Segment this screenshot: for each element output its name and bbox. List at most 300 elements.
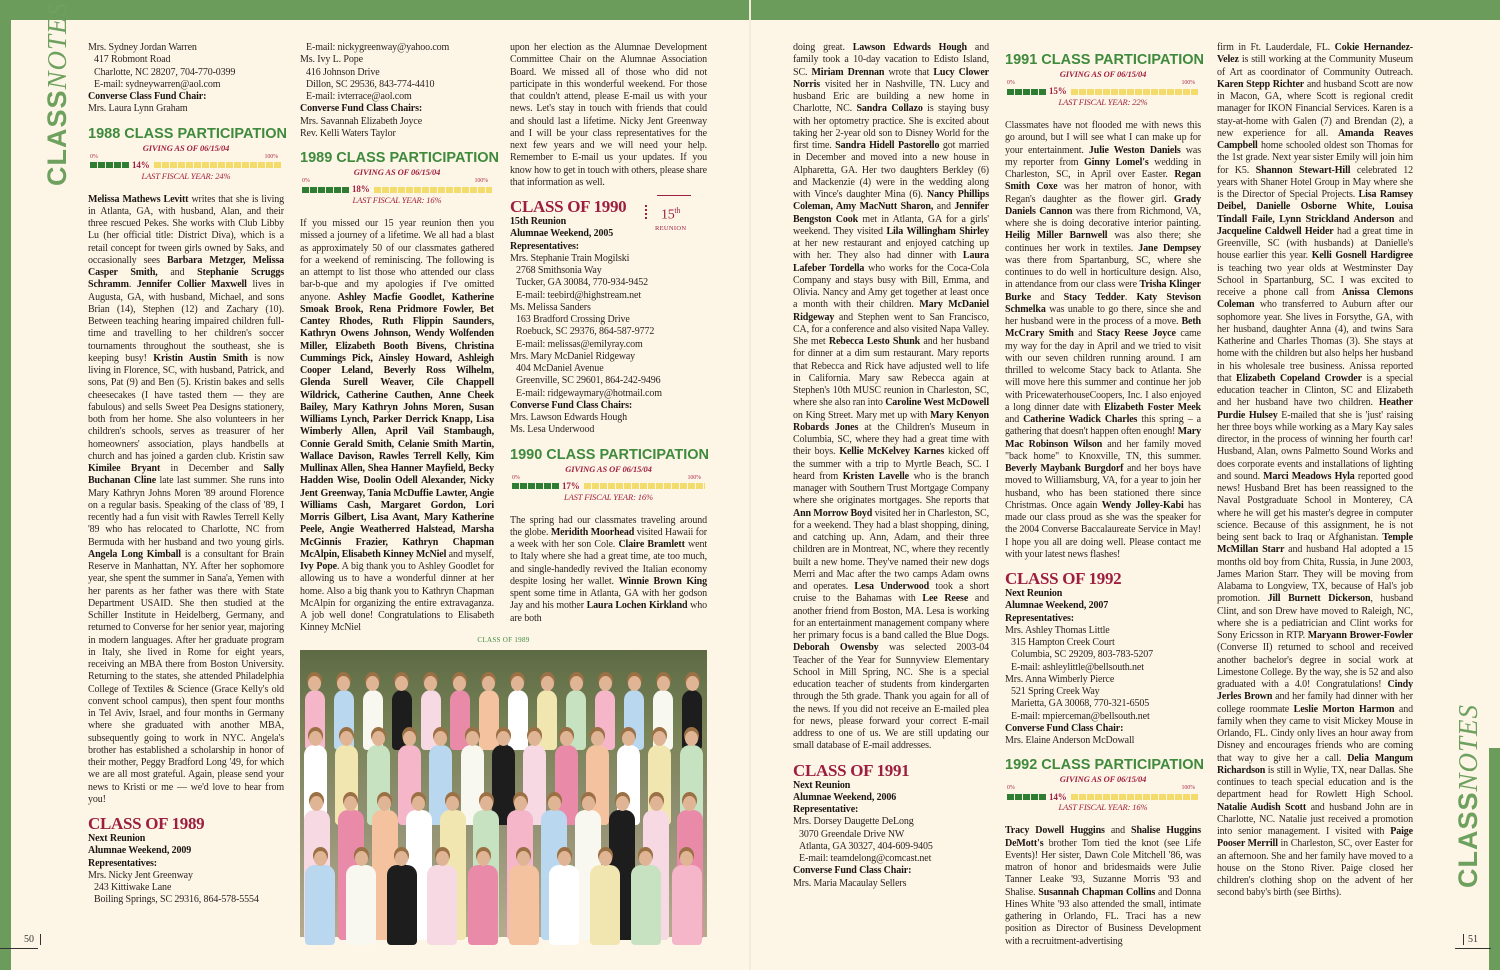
alumna-name: Lucy Clower Norris bbox=[793, 66, 990, 90]
news-text: is teaching two year olds at Westminster Day School in Spartanburg, SC. I was excited to receive a phone call from bbox=[1217, 262, 1413, 298]
contact-heading: Representatives: bbox=[88, 857, 157, 869]
alumna-name: Kristin Austin Smith bbox=[153, 352, 248, 364]
progress-segment-filled bbox=[544, 483, 551, 489]
alumna-name: Mary McDaniel Ridgeway bbox=[793, 299, 989, 323]
participation-progress-bar bbox=[510, 482, 707, 491]
news-text: If you missed our 15 year reunion then you missed a journey of a lifetime. We all had a blast as approximately 50 of our classmates gathered for a weekend of reminiscing. The following is an attempt to list those who attended our class bar-b-que and my apologies if I've omitted anyone. bbox=[300, 218, 494, 303]
contact-heading: Next Reunion bbox=[88, 833, 146, 844]
news-text: and bbox=[1394, 213, 1413, 225]
progress-segment-filled bbox=[1039, 89, 1046, 95]
giving-date: GIVING AS OF 06/15/04 bbox=[353, 167, 441, 177]
photo-person bbox=[387, 865, 417, 945]
contact-line: Mrs. Lawson Edwards Hough bbox=[510, 412, 627, 423]
alumna-name: Susannah Chapman Collins bbox=[1038, 886, 1156, 898]
last-fiscal-year: LAST FISCAL YEAR: 16% bbox=[1058, 802, 1148, 813]
alumna-name: Cindy Jerles Brown bbox=[1217, 679, 1413, 703]
class-heading bbox=[510, 197, 707, 232]
participation-title: 1990 CLASS PARTICIPATION bbox=[510, 446, 710, 463]
side-label-notes: NOTES bbox=[1453, 703, 1483, 792]
progress-segment-filled bbox=[342, 187, 349, 193]
contact-detail: Dillon, SC 29536, 843-774-4410 bbox=[306, 78, 435, 90]
alumna-name: Ashley Macfie Goodlet, Katherine Smoak Brook, Rena Pridmore Fowler, Bet Cantey Rhodes, Ruth Flippin Saunders, Kathryn Owens Johnson, Wendy Wolfenden Miller, Elizabeth Booth Bivens, Christina Cummings Pick, Ainsley Howard, Ashleigh Cooper Leland, Beverly Ross Wilhelm, Glenda Surell Weaver, Cile Chappell Wildrick, Catherine Cauthen, Anne Cheek Bailey, Mary Kathryn Johns Moren, Susan Williams Lynch, Parker Derrick Knapp, Lisa Wimberly Allen, April Vail Stambaugh, Connie Gerald Smith, Celanie Smith Martin, Wallace Davison, Rawles Terrell Kelly, Kim Mullinax Allen, Shea Hanner Mayfield, Becky Hadden Wise, Doolin Odell Alexander, Nicky Jent Greenway, Tania McDuffie Lawter, Angie Williams Cash, Margaret Gordon, Lori Morris Gilbert, Lisa Avant, Mary Katherine Peele, Angie Weatherred Halstead, Marsha McGinnis Frazier, Kathryn Chapman McAlpin, Elisabeth Kinney McNiel bbox=[300, 291, 494, 560]
scale-max: 100% bbox=[1181, 80, 1195, 86]
badge-rule bbox=[657, 195, 691, 196]
column-1 bbox=[88, 42, 288, 940]
news-text: got married in December and moved into a new house in Alpharetta, GA. Her two daughters Berkley (6) and Mackenzie (4) were in the wedding along with Vince's daughter Mina (6). bbox=[793, 140, 989, 200]
contact-line: Mrs. Stephanie Train Mogilski bbox=[510, 252, 630, 264]
news-text: who is the branch manager with Southern Trust Mortgage Company where she originates mortgages. She reports that bbox=[793, 470, 989, 507]
news-text: was her matron of honor, with Regan's daughter as the flower girl. bbox=[1005, 181, 1201, 205]
photo-person bbox=[468, 865, 498, 945]
contact-line: Mrs. Savannah Elizabeth Joyce bbox=[300, 115, 423, 127]
side-label-notes: NOTES bbox=[42, 1, 72, 90]
news-text: is a consultant for Brain Reserve in Manhattan, NY. After her sophomore year, she spent the summer in Sana'a, Yemen with her parents as her father was there with State Department USAID. She then studied at the Schiller Institute in Heidelberg, Germany, and returned to Converse for her senior year, majoring in modern languages. After her graduate program in Italy, she lived in Rome for eight years, receiving an MBA there from Boston University. Returning to the states, she attended Philadelphia College of Textiles & Science (Grace Kelly's old convent school campus), then spent four months in Tel Aviv, Israel, and four months in Germany where she graduated with another MBA, subsequently going to work in NYC. Angela's brother has established a scholarship in honor of their mother, Peggy Bradford Long '49, for which we are all most grateful. Again, please send your news to Kristi or me — we'd love to hear from you! bbox=[88, 548, 284, 805]
progress-segment-filled bbox=[302, 187, 309, 193]
participation-progress-bar bbox=[1005, 792, 1201, 801]
scale-max: 100% bbox=[264, 153, 278, 160]
alumna-name: Sandra Hidell Pastorello bbox=[835, 140, 940, 151]
contact-line: Ms. Ivy L. Pope bbox=[300, 54, 363, 66]
contact-detail: E-mail: ashleylittle@bellsouth.net bbox=[1011, 661, 1144, 673]
alumna-name: Deborah Owensby bbox=[793, 642, 879, 654]
news-text: wrote that bbox=[884, 66, 934, 78]
progress-remaining bbox=[1071, 89, 1199, 95]
photo-person bbox=[508, 690, 528, 750]
progress-segment-filled bbox=[528, 483, 535, 489]
contact-block bbox=[88, 833, 284, 907]
class-participation-widget bbox=[1005, 52, 1205, 108]
giving-date: GIVING AS OF 06/15/04 bbox=[1059, 69, 1147, 79]
contact-heading: Alumnae Weekend, 2009 bbox=[88, 845, 192, 857]
contact-detail: 3070 Greendale Drive NW bbox=[799, 828, 905, 840]
alumna-name: Jane Dempsey bbox=[1138, 242, 1201, 254]
badge-label: REUNION bbox=[655, 225, 687, 232]
alumna-name: Amanda Reaves Campbell bbox=[1217, 127, 1413, 151]
column-5 bbox=[1005, 42, 1205, 947]
progress-segment-filled bbox=[326, 187, 333, 193]
contact-line: Mrs. Elaine Anderson McDowall bbox=[1005, 735, 1135, 746]
progress-segment-filled bbox=[512, 483, 519, 489]
alumna-name: Miriam Drennan bbox=[811, 66, 885, 78]
news-text: and bbox=[933, 201, 955, 213]
column-3 bbox=[510, 42, 710, 628]
news-text: . bbox=[128, 279, 137, 291]
class-title: CLASS OF 1992 bbox=[1005, 569, 1122, 588]
contact-heading: Representatives: bbox=[510, 240, 579, 252]
contact-line: Mrs. Dorsey Daugette DeLong bbox=[793, 816, 914, 828]
alumna-name: Temple McMillan Starr bbox=[1217, 532, 1413, 556]
contact-detail: Boiling Springs, SC 29316, 864-578-5554 bbox=[94, 894, 259, 906]
news-text: firm in Ft. Lauderdale, FL. bbox=[1217, 42, 1335, 53]
contact-detail: 417 Robmont Road bbox=[94, 54, 171, 66]
news-text: is still working at the Community Museum of Art as coordinator of Community Outreach. bbox=[1217, 54, 1413, 78]
photo-row bbox=[300, 865, 707, 945]
alumna-name: Sally Buchanan Cline bbox=[88, 463, 284, 487]
news-text: was my reporter from bbox=[1005, 144, 1201, 168]
alumna-name: Laura Lafeber Tordella bbox=[793, 250, 989, 274]
contact-detail: Tucker, GA 30084, 770-934-9452 bbox=[516, 277, 649, 289]
progress-remaining bbox=[154, 162, 282, 168]
photo-person bbox=[672, 865, 702, 945]
alumna-name: Natalie Audish Scott bbox=[1217, 801, 1307, 813]
photo-person bbox=[631, 865, 661, 945]
news-text: reported good news! Husband Bret has been reassigned to the Naval Postgraduate School in Monterey, CA where he will get his master's degree in computer science. Because of this assignment, he is not being sent back to Iraq or Afghanistan. bbox=[1217, 470, 1413, 543]
class-news-paragraph bbox=[510, 515, 707, 625]
class-news-paragraph bbox=[1217, 42, 1413, 900]
contact-line: Rev. Kelli Waters Taylor bbox=[300, 127, 396, 139]
contact-detail: 521 Spring Creek Way bbox=[1011, 686, 1100, 697]
news-text: and bbox=[1104, 825, 1132, 837]
left-margin-band bbox=[0, 0, 11, 970]
class-heading bbox=[1005, 569, 1201, 588]
news-text: and Donna Hines White '93 also attended the small, intimate gathering in Orlando, FL. Traci has a new position as Director of Business Development with a recruitment-advertising bbox=[1005, 886, 1201, 947]
contact-heading: Representative: bbox=[793, 804, 859, 815]
alumna-name: Laura Lochen Kirkland bbox=[586, 600, 688, 612]
news-text: is now living in Florence, SC, with husband, Patrick, and sons, Pat (9) and Ben (5). Kristin bakes and sells cheesecakes (I have tasted them — they are fabulous) and sells Sweet Pea Designs stationery, both from her home. She also volunteers in her children's schools, serves as treasurer of her homeowners' association, plays handbells at church and has joined a garden club. Kristin saw bbox=[88, 352, 284, 462]
news-text: and bbox=[1005, 414, 1024, 425]
progress-segment-filled bbox=[1015, 89, 1022, 95]
class-heading bbox=[88, 814, 284, 833]
news-text: visited Hawaii for a week with her son Cole. bbox=[510, 526, 707, 550]
class-participation-widget bbox=[300, 150, 500, 206]
side-label-class: CLASS bbox=[42, 89, 72, 186]
contact-heading: Converse Fund Class Chairs: bbox=[510, 399, 633, 411]
news-text: at her new restaurant and enjoyed catching up with her. They also had dinner with bbox=[793, 238, 989, 262]
contact-heading: Next Reunion bbox=[793, 779, 851, 791]
news-text: who works for the Coca-Cola Company and stays busy with Bill, Emma, and Olivia. Nancy and Amy get together at least once a month with their children. bbox=[793, 262, 989, 311]
news-text: wedding in Charleston, SC, in April over Easter. bbox=[1005, 156, 1201, 180]
contact-detail: E-mail: sydneywarren@aol.com bbox=[94, 78, 221, 90]
alumna-name: Ann Morrow Boyd bbox=[793, 507, 873, 519]
contact-line: Ms. Lesa Underwood bbox=[510, 424, 595, 436]
alumna-name: Shannon Stewart-Hill bbox=[1255, 164, 1351, 176]
alumna-name: Jacqueline Caldwell Heider bbox=[1217, 225, 1334, 237]
contact-line: Mrs. Nicky Jent Greenway bbox=[88, 869, 193, 881]
contact-block bbox=[793, 780, 989, 890]
progress-remaining bbox=[584, 483, 705, 489]
contact-heading: Alumnae Weekend, 2006 bbox=[793, 791, 897, 803]
photo-person bbox=[479, 690, 499, 750]
news-text: had a great time in Greenville, SC (with husbands) at Danielle's house earlier this year. bbox=[1217, 225, 1414, 262]
alumna-name: Meridith Moorhead bbox=[550, 526, 635, 538]
last-fiscal-year: LAST FISCAL YEAR: 16% bbox=[563, 491, 654, 502]
alumna-name: Nancy Phillips Coleman, Amy MacNutt Sharon, bbox=[793, 189, 989, 213]
news-text: doing great. bbox=[793, 42, 853, 53]
photo-person bbox=[346, 865, 376, 945]
news-text: and her husband for dinner at a dim sum restaurant. Mary reports that Rebecca and Rick have adjusted well to life in California. Mary saw Rebecca again at Stephen's 10th MUSC reunion in Charleston, SC, where she also ran into bbox=[793, 336, 989, 409]
contact-block bbox=[88, 42, 284, 116]
top-band-right bbox=[751, 0, 1500, 20]
contact-detail: E-mail: teebird@highstream.net bbox=[516, 289, 642, 301]
contact-line: Mrs. Maria Macaulay Sellers bbox=[793, 877, 907, 889]
news-text: and husband Scott are now in Macon, GA, where Scott is regional credit manager for IKON Financial Services. Karen is a stay-at-home with Galen (7) and Brendan (2), a new experience for all. bbox=[1217, 78, 1414, 139]
photo-person bbox=[305, 865, 335, 945]
participation-scale bbox=[300, 178, 494, 185]
alumna-name: Ginny Lomel's bbox=[1083, 156, 1149, 168]
progress-segment-filled bbox=[98, 162, 105, 168]
contact-detail: E-mail: ivterrace@aol.com bbox=[306, 91, 412, 102]
progress-segment-filled bbox=[1007, 794, 1014, 800]
contact-heading: Alumnae Weekend, 2005 bbox=[510, 228, 614, 240]
alumna-name: Lila Willingham Shirley bbox=[886, 225, 989, 237]
class-title: CLASS OF 1990 bbox=[510, 197, 627, 216]
participation-title: 1991 CLASS PARTICIPATION bbox=[1005, 52, 1205, 68]
classnotes-side-label-left bbox=[42, 2, 73, 186]
news-text: Classmates have not flooded me with news this go around, but I will see what I can make up for your entertainment. bbox=[1005, 120, 1201, 156]
progress-segment-filled bbox=[334, 187, 341, 193]
contact-block bbox=[1005, 588, 1201, 747]
participation-progress-bar bbox=[300, 185, 494, 194]
news-text: home schooled oldest son Thomas for the 1st grade. Next year sister Emily will join him for K5. bbox=[1217, 140, 1413, 176]
class-news-paragraph bbox=[793, 42, 989, 753]
news-text: at the Children's Museum in Columbia, SC, where they had a great time with their boys. bbox=[793, 421, 989, 458]
progress-segment-filled bbox=[310, 187, 317, 193]
alumna-name: Jennifer Collier Maxwell bbox=[136, 279, 247, 291]
participation-title: 1989 CLASS PARTICIPATION bbox=[300, 150, 500, 166]
news-text: met in Atlanta, GA for a girls' weekend. They visited bbox=[793, 213, 989, 237]
contact-detail: 404 McDaniel Avenue bbox=[516, 363, 604, 374]
participation-percent: 14% bbox=[132, 159, 150, 170]
class-participation-widget bbox=[88, 125, 288, 182]
right-margin-band bbox=[1489, 748, 1500, 970]
class-news-paragraph bbox=[1005, 120, 1201, 561]
progress-segment-filled bbox=[1031, 89, 1038, 95]
class-participation-widget bbox=[1005, 757, 1205, 813]
news-text: and her family had dinner with her college roommate bbox=[1217, 691, 1413, 715]
news-text: was selected 2003-04 Teacher of the Year for Sunnyview Elementary School in Mill Spring, NC. She is a special education teacher of students from kindergarten through the 5th grade. Thank you again for all of the news. If you did not receive an E-mailed plea for news, please forward your correct E-mail address to one of us. We are still updating our small database of E-mail addresses. bbox=[793, 642, 989, 752]
alumna-name: Jill Burnett Dickerson bbox=[1267, 593, 1371, 605]
news-text: . A big thank you to Ashley Goodlet for allowing us to have a wonderful dinner at her home. Also a big thank you to Kathryn Chapman McAlpin for organizing the entire extravaganza. A job well done! Congratulations to Elisabeth Kinney McNiel bbox=[300, 561, 494, 634]
contact-heading: Converse Fund Class Chairs: bbox=[300, 103, 423, 115]
news-text: and family took a 10-day vacation to Edisto Island, SC. bbox=[793, 42, 989, 78]
scale-min: 0% bbox=[512, 474, 520, 481]
alumna-name: Wendy Jolley-Kabi bbox=[1101, 499, 1184, 511]
alumna-name: Kimilee Bryant bbox=[88, 463, 161, 474]
alumna-name: Melissa Mathews Levitt bbox=[88, 193, 189, 205]
news-text: went to Italy where she had a great time, ate too much, and single-handedly revived the Italian economy despite losing her wallet. bbox=[510, 539, 707, 587]
side-label-class: CLASS bbox=[1453, 791, 1483, 888]
contact-line: Mrs. Sydney Jordan Warren bbox=[88, 42, 197, 53]
contact-heading: Alumnae Weekend, 2007 bbox=[1005, 600, 1109, 612]
alumna-name: Shalise Huggins DeMott's bbox=[1005, 825, 1202, 849]
top-band-left bbox=[0, 0, 749, 20]
alumna-name: Grady Daniels Cannon bbox=[1005, 193, 1201, 217]
alumna-name: Elizabeth Copeland Crowder bbox=[1236, 372, 1362, 384]
news-text: and bbox=[1031, 291, 1064, 303]
alumna-name: Delia Mangum Richardson bbox=[1217, 752, 1413, 776]
news-text: has made our class proud as she was the speaker for the 2004 Converse Baccalaureate Service in May! I hope you all are doing well. Please contact me with your latest news flashes! bbox=[1005, 499, 1202, 560]
news-text: came my way for the day in April and we tried to visit with our seven children running around. I am thrilled to welcome Stacy back to Atlanta. She will move here this summer and continue her job with PricewaterhouseCoopers, Inc. I also enjoyed a long dinner date with bbox=[1005, 328, 1201, 413]
news-text: and myself, bbox=[446, 548, 494, 560]
alumna-name: Caroline West McDowell bbox=[885, 397, 989, 409]
alumna-name: Stacy Reese Joyce bbox=[1096, 328, 1176, 340]
contact-detail: Roebuck, SC 29376, 864-587-9772 bbox=[516, 326, 655, 338]
contact-heading: Converse Class Fund Chair: bbox=[88, 91, 207, 102]
contact-detail: Columbia, SC 29209, 803-783-5207 bbox=[1011, 649, 1153, 661]
contact-detail: 163 Bradford Crossing Drive bbox=[516, 314, 630, 325]
progress-segment-filled bbox=[106, 162, 113, 168]
news-text: visited her in Nashville, TN. Lucy and husband Eric are building a new home in Charlotte, NC. bbox=[793, 78, 989, 115]
news-text: brother Tom tied the knot (see Life Events)! Her sister, Dawn Cole Mitchell '86, was matron of honor and bridesmaids were Julie Tanner Leake '93, Suzanne Morris '93 and Shalise. bbox=[1005, 837, 1201, 898]
alumna-name: Beth McCrary Smith bbox=[1005, 316, 1201, 340]
news-text: kicked off the summer with a trip to Myrtle Beach, SC. I heard from bbox=[793, 446, 989, 482]
progress-remaining bbox=[1071, 794, 1199, 800]
column-6 bbox=[1217, 42, 1413, 940]
news-text: and Stephen went to San Francisco, CA, for a conference and also visited Napa Valley. She met bbox=[793, 311, 989, 347]
news-text: was there from Spartanburg, SC, where she continues to do well in horticulture design. Also, in attendance from our class were bbox=[1005, 254, 1201, 291]
badge-num: 15 bbox=[661, 207, 675, 223]
class-news-paragraph bbox=[1005, 825, 1201, 948]
news-text: . bbox=[1124, 291, 1137, 303]
contact-line: Ms. Melissa Sanders bbox=[510, 301, 591, 313]
news-text: this spring – a gathering that doesn't happen often enough! bbox=[1005, 414, 1202, 438]
alumna-name: Cokie Hernandez-Velez bbox=[1217, 42, 1413, 66]
alumna-name: Lawson Edwards Hough bbox=[852, 42, 967, 53]
photo-person bbox=[509, 865, 539, 945]
last-fiscal-year: LAST FISCAL YEAR: 22% bbox=[1058, 97, 1148, 107]
participation-percent: 17% bbox=[562, 480, 580, 491]
alumna-name: Angela Long Kimball bbox=[88, 548, 181, 560]
contact-line: Mrs. Ashley Thomas Little bbox=[1005, 624, 1110, 636]
news-text: lives in Augusta, GA, with husband, Michael, and sons Brian (14), Stephen (12) and Zachary (10). Between teaching hearing impaired children full-time and travelling to her children's soccer tournaments throughout the southeast, she is keeping busy! bbox=[88, 279, 284, 364]
scale-min: 0% bbox=[1007, 785, 1015, 792]
participation-scale bbox=[1005, 785, 1201, 792]
news-text: and bbox=[1073, 328, 1097, 340]
alumna-name: Regan Smith Coxe bbox=[1005, 169, 1201, 193]
alumna-name: Catherine Wadick Charles bbox=[1023, 414, 1138, 425]
contact-detail: Greenville, SC 29601, 864-242-9496 bbox=[516, 375, 661, 387]
page-rule-right bbox=[1455, 948, 1491, 949]
alumna-name: Jennifer Bengston Cook bbox=[793, 201, 989, 225]
progress-segment-filled bbox=[114, 162, 121, 168]
alumna-name: Kristen Lavelle bbox=[842, 470, 909, 482]
contact-detail: 243 Kittiwake Lane bbox=[94, 882, 172, 893]
column-4 bbox=[793, 42, 989, 940]
contact-detail: E-mail: mpierceman@bellsouth.net bbox=[1011, 710, 1150, 722]
alumna-name: Kelli Gosnell Hardigree bbox=[1311, 250, 1414, 262]
classnotes-side-label-right bbox=[1453, 704, 1484, 888]
news-text: writes that she is living in Atlanta, GA, with husband, Alan, and their three rescued Pekes. She works with Club Libby Lu (her official title: District Diva), which is a retail concept for tween girls owned by Saks, and occasionally sees bbox=[88, 193, 284, 266]
alumna-name: Ivy Pope bbox=[300, 561, 337, 572]
alumna-name: Stacy Tedder bbox=[1063, 291, 1125, 303]
badge-sup: th bbox=[674, 206, 681, 215]
progress-segment-filled bbox=[1007, 89, 1014, 95]
giving-date: GIVING AS OF 06/15/04 bbox=[142, 142, 230, 153]
news-text: who transferred to Auburn after our sophomore year. She lives in Forsythe, GA, with her husband, daughter Anna (4), and twins Sara Katherine and Charles Thomas (3). She stays at home with the children but also helps her husband in his wholesale tree business. Anissa reported that bbox=[1217, 299, 1413, 384]
news-text: visited her in Charleston, SC, for a weekend. They had a blast shopping, dining, and catching up. Ann, Adam, and their three children are in Montreat, NC, where they recently built a new home. They've named their new dogs Merri and Mac after the two camps Adam owns and operates. bbox=[793, 507, 989, 592]
progress-segment-filled bbox=[536, 483, 543, 489]
news-text: is staying busy with her optometry practice. She is excited about taking her 2-year old son to Disney World for the first time. bbox=[793, 103, 989, 151]
news-text: and another friend from Boston, MA. Lesa is working for an entertainment management company where her primary focus is a band called the Blue Dogs. bbox=[793, 593, 989, 641]
contact-heading: Next Reunion bbox=[1005, 588, 1063, 599]
contact-block bbox=[300, 42, 494, 140]
giving-date: GIVING AS OF 06/15/04 bbox=[565, 463, 652, 474]
class-title: CLASS OF 1991 bbox=[793, 760, 910, 780]
alumna-name: Trisha Klinger Burke bbox=[1005, 279, 1201, 303]
contact-detail: E-mail: melissas@emilyray.com bbox=[516, 338, 643, 350]
news-text: who are both bbox=[510, 600, 708, 624]
page-rule-left bbox=[0, 948, 38, 949]
progress-remaining bbox=[374, 187, 492, 193]
participation-scale bbox=[510, 475, 707, 482]
contact-block bbox=[510, 216, 707, 437]
news-text: (Converse II) returned to school and received another bachelor's degree in social work at Limestone College. By the way, she is 52 and also graduated with a 4.0! Congratulations! bbox=[1217, 642, 1413, 690]
last-fiscal-year: LAST FISCAL YEAR: 24% bbox=[141, 170, 231, 181]
class-heading bbox=[793, 761, 989, 780]
alumna-name: Winnie Brown King bbox=[618, 575, 707, 587]
class-of-1989-group-photo bbox=[300, 650, 707, 937]
news-text: celebrated 12 years with Shaner Hotel Group in May where she is the Director of Special Projects. bbox=[1217, 164, 1414, 200]
news-text: and her family moved "back home" to Knoxville, TN, this summer. bbox=[1005, 438, 1201, 462]
photo-person bbox=[427, 865, 457, 945]
class-news-paragraph bbox=[300, 218, 494, 635]
scale-min: 0% bbox=[1007, 80, 1015, 86]
alumna-name: Marci Meadows Hyla bbox=[1263, 470, 1355, 482]
alumna-name: Karen Stepp Richter bbox=[1217, 78, 1305, 90]
alumna-name: Lisa Ramsey Deibel, Danielle Osborne White, Louisa Tindall Faile, Lynn Strickland Anderson bbox=[1217, 189, 1413, 225]
contact-detail: Marietta, GA 30068, 770-321-6505 bbox=[1011, 698, 1150, 710]
news-text: E-mailed that she is 'just' raising her three boys while working as a Mary Kay sales director, in the process of winning her fourth car! Husband, Alan, owns Palmetto Sound Works and does corporate events and installations of lighting and sound. bbox=[1217, 409, 1413, 482]
reunion-badge-icon bbox=[645, 193, 699, 233]
news-text: and her boys have moved to Williamsburg, VA, for a year to join her husband, who has been stationed there since Christmas. Once again bbox=[1005, 463, 1201, 511]
progress-segment-filled bbox=[90, 162, 97, 168]
scale-min: 0% bbox=[302, 178, 310, 184]
column-2 bbox=[300, 42, 500, 634]
contact-line: Mrs. Mary McDaniel Ridgeway bbox=[510, 350, 636, 362]
contact-detail: Charlotte, NC 28207, 704-770-0399 bbox=[94, 66, 236, 78]
progress-segment-filled bbox=[520, 483, 527, 489]
contact-detail: 315 Hampton Creek Court bbox=[1011, 637, 1115, 648]
contact-heading: 15th Reunion bbox=[510, 216, 567, 227]
progress-segment-filled bbox=[1031, 794, 1038, 800]
news-text: and family when they came to visit Mickey Mouse in Orlando, FL. Cindy only lives an hour away from Disney and encourages friends who are coming that way to give her a call. bbox=[1217, 703, 1413, 764]
progress-segment-filled bbox=[1015, 794, 1022, 800]
participation-title: 1988 CLASS PARTICIPATION bbox=[88, 125, 288, 142]
participation-title: 1992 CLASS PARTICIPATION bbox=[1005, 757, 1205, 774]
photo-person bbox=[549, 865, 579, 945]
badge-dots bbox=[645, 205, 650, 219]
giving-date: GIVING AS OF 06/15/04 bbox=[1059, 774, 1147, 785]
alumna-name: Stephanie Scruggs Schramm bbox=[88, 267, 284, 291]
news-text: spent some time in Atlanta, GA with her godson Jay and his mother bbox=[510, 588, 707, 612]
class-title: CLASS OF 1989 bbox=[88, 814, 205, 833]
page-gutter bbox=[749, 0, 751, 970]
contact-detail: Atlanta, GA 30327, 404-609-9405 bbox=[799, 840, 933, 852]
alumna-name: Julie Weston Daniels bbox=[1088, 144, 1181, 156]
alumna-name: Tracy Dowell Huggins bbox=[1005, 825, 1105, 837]
scale-max: 100% bbox=[1181, 785, 1195, 792]
class-participation-widget bbox=[510, 446, 710, 503]
contact-detail: E-mail: nickygreenway@yahoo.com bbox=[306, 42, 450, 53]
alumna-name: Anissa Clemons Coleman bbox=[1217, 287, 1413, 311]
news-text: and bbox=[157, 267, 198, 278]
alumna-name: Barbara Metzger, Melissa Casper Smith, bbox=[88, 254, 284, 278]
news-text: late last summer. She runs into Mary Kathryn Johns Moren '89 around Florence on a regular basis. Speaking of the class of '89, I recently had a fun visit with Rawles Terrell Kelly '89 who has relocated to Charlotte, NC from Bermuda with her husband and two young girls. bbox=[88, 475, 284, 548]
scale-min: 0% bbox=[90, 153, 98, 160]
progress-segment-filled bbox=[1023, 89, 1030, 95]
progress-segment-filled bbox=[318, 187, 325, 193]
alumna-name: Katy Stevison Schmelka bbox=[1005, 291, 1201, 315]
contact-heading: Representatives: bbox=[1005, 612, 1074, 624]
news-text: , husband Clint, and son Drew have moved to Raleigh, NC, where she is a pediatrician and Clint works for Sony Ericsson in RTP. bbox=[1217, 593, 1413, 641]
alumna-name: Sandra Collazo bbox=[856, 103, 923, 115]
news-text: and husband Hal adopted a 15 months old boy from Chita, Russia, in June 2003, James Marion Starr. They will be moving from Alabama to Longview, TX, because of Hal's job promotion. bbox=[1217, 544, 1413, 605]
contact-line: Mrs. Anna Wimberly Pierce bbox=[1005, 673, 1115, 685]
scale-max: 100% bbox=[687, 474, 701, 481]
contact-heading: Converse Fund Class Chair: bbox=[793, 865, 912, 877]
alumna-name: Mary Kenyon Robards Jones bbox=[793, 409, 989, 433]
participation-percent: 18% bbox=[352, 184, 370, 195]
